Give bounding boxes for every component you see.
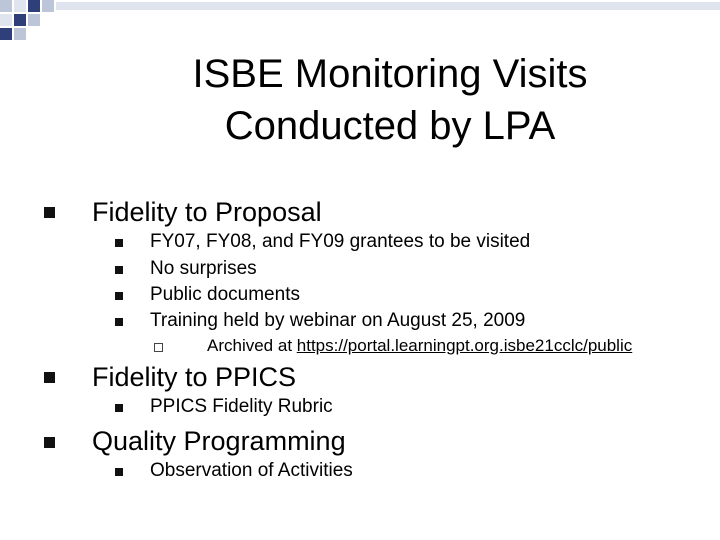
list-item: Observation of Activities bbox=[150, 460, 353, 481]
list-item: FY07, FY08, and FY09 grantees to be visited bbox=[150, 231, 531, 252]
slide-title bbox=[60, 48, 720, 152]
section-heading-quality-programming: Quality Programming bbox=[92, 426, 346, 456]
square-bullet-icon bbox=[44, 437, 55, 448]
list-item: Public documents bbox=[150, 284, 300, 305]
list-item: Training held by webinar on August 25, 2009 bbox=[150, 310, 526, 331]
square-bullet-icon bbox=[115, 318, 123, 326]
list-item: No surprises bbox=[150, 258, 257, 279]
square-bullet-icon bbox=[115, 292, 123, 300]
section-heading-fidelity-proposal: Fidelity to Proposal bbox=[92, 197, 322, 227]
square-bullet-icon bbox=[115, 266, 123, 274]
archive-note bbox=[207, 336, 632, 356]
title-line-1: ISBE Monitoring Visits bbox=[192, 52, 588, 96]
square-bullet-icon bbox=[115, 239, 123, 247]
archive-prefix: Archived at bbox=[207, 336, 297, 355]
archive-link[interactable]: https://portal.learningpt.org.isbe21cclc/public bbox=[296, 336, 633, 355]
hollow-square-bullet-icon bbox=[154, 343, 163, 352]
square-bullet-icon bbox=[44, 207, 55, 218]
list-item: PPICS Fidelity Rubric bbox=[150, 396, 333, 417]
square-bullet-icon bbox=[115, 468, 123, 476]
square-bullet-icon bbox=[115, 404, 123, 412]
section-heading-fidelity-ppics: Fidelity to PPICS bbox=[92, 362, 297, 392]
title-line-2: Conducted by LPA bbox=[224, 104, 556, 148]
header-decoration bbox=[0, 0, 720, 40]
square-bullet-icon bbox=[44, 372, 55, 383]
